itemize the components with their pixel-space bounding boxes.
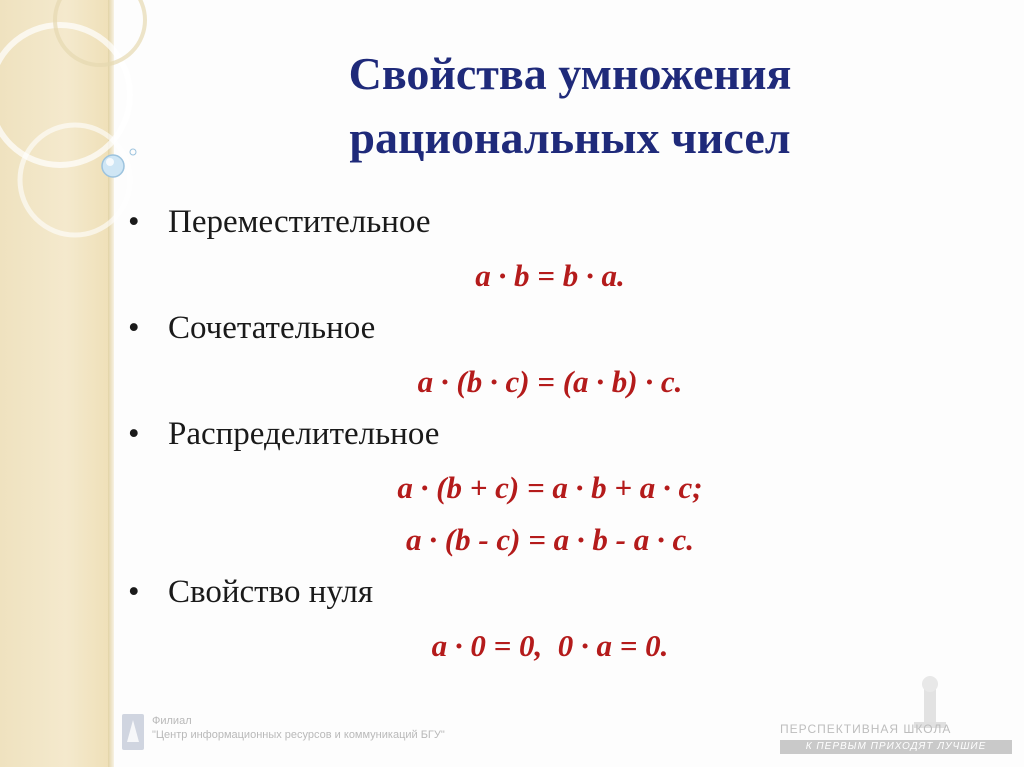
decorative-rings — [0, 0, 200, 300]
bullet-icon: • — [128, 204, 140, 240]
property-name: Свойство нуля — [168, 574, 374, 610]
formula-distributive-difference: a · (b - c) = a · b - a · c. — [406, 522, 694, 557]
property-distributive — [128, 414, 439, 454]
formula-associative: a · (b · c) = (a · b) · c. — [417, 364, 683, 399]
footer-org-line-1: Филиал — [152, 715, 192, 727]
bullet-icon: • — [128, 574, 140, 610]
property-name: Распределительное — [168, 416, 440, 452]
title-line-2: рациональных чисел — [349, 112, 791, 163]
brand-name: ПЕРСПЕКТИВНАЯ ШКОЛА — [780, 722, 952, 736]
property-zero — [128, 572, 373, 612]
formula-commutative: a · b = b · a. — [475, 258, 625, 293]
title-line-1: Свойства умножения — [348, 48, 792, 99]
formula-zero: a · 0 = 0, 0 · a = 0. — [431, 628, 669, 663]
formula-distributive-sum: a · (b + c) = a · b + a · c; — [397, 470, 703, 505]
bubble-icon — [102, 155, 124, 177]
bullet-icon: • — [128, 310, 140, 346]
footer-organization — [152, 714, 445, 742]
slide-title — [200, 42, 940, 170]
property-name: Сочетательное — [168, 310, 376, 346]
university-logo-icon — [120, 712, 146, 752]
footer-org-line-2: "Центр информационных ресурсов и коммуникаций БГУ" — [152, 729, 445, 741]
bullet-icon: • — [128, 416, 140, 452]
property-commutative — [128, 202, 431, 242]
property-associative — [128, 308, 375, 348]
property-name: Переместительное — [168, 204, 431, 240]
brand-slogan: К ПЕРВЫМ ПРИХОДЯТ ЛУЧШИЕ — [780, 740, 1012, 754]
